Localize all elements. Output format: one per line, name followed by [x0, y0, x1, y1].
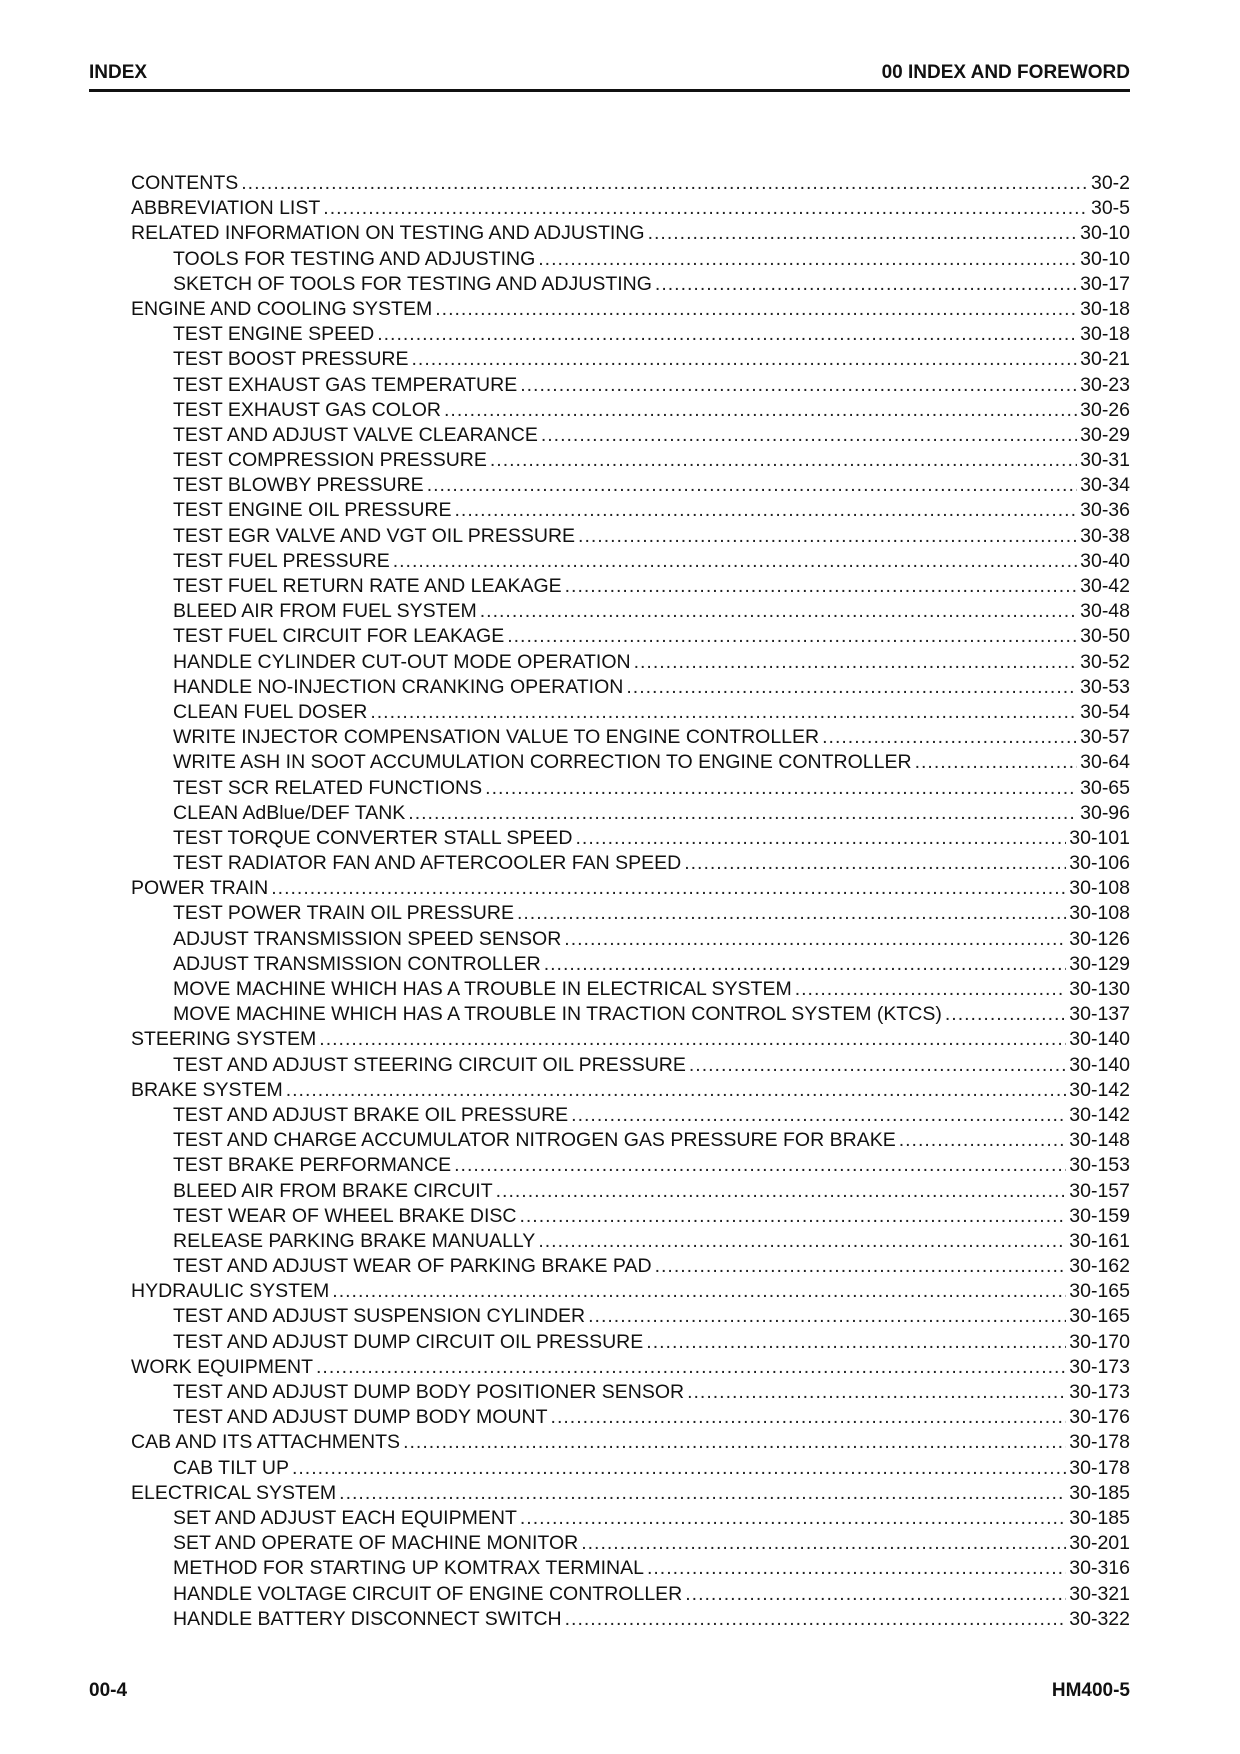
toc-entry[interactable] [131, 599, 1130, 624]
toc-entry-title: HANDLE VOLTAGE CIRCUIT OF ENGINE CONTROLLER [173, 1582, 683, 1605]
toc-entry-title: HANDLE BATTERY DISCONNECT SWITCH [173, 1607, 562, 1630]
toc-leader-dots [408, 801, 1077, 826]
toc-leader-dots [292, 1456, 1066, 1481]
toc-entry-page: 30-52 [1080, 650, 1130, 673]
toc-leader-dots [564, 927, 1066, 952]
toc-leader-dots [655, 1254, 1067, 1279]
toc-entry-title: TEST SCR RELATED FUNCTIONS [173, 776, 483, 799]
toc-leader-dots [685, 1582, 1066, 1607]
toc-entry-page: 30-162 [1069, 1255, 1130, 1278]
toc-entry[interactable] [131, 171, 1130, 196]
toc-leader-dots [588, 1304, 1066, 1329]
toc-entry-page: 30-201 [1069, 1532, 1130, 1555]
toc-entry[interactable] [131, 876, 1130, 901]
toc-entry[interactable] [131, 1582, 1130, 1607]
toc-leader-dots [271, 876, 1066, 901]
toc-entry[interactable] [131, 1053, 1130, 1078]
toc-entry[interactable] [131, 1153, 1130, 1178]
header-section: INDEX [89, 62, 148, 83]
toc-entry-page: 30-48 [1080, 600, 1130, 623]
toc-entry-page: 30-18 [1080, 297, 1130, 320]
toc-entry[interactable] [131, 247, 1130, 272]
toc-leader-dots [945, 1002, 1066, 1027]
toc-entry-page: 30-50 [1080, 625, 1130, 648]
toc-entry-title: TEST TORQUE CONVERTER STALL SPEED [173, 826, 573, 849]
toc-entry-page: 30-321 [1069, 1582, 1130, 1605]
toc-entry-title: CLEAN AdBlue/DEF TANK [173, 801, 406, 824]
toc-entry-page: 30-21 [1080, 348, 1130, 371]
toc-entry-page: 30-129 [1069, 952, 1130, 975]
toc-entry-title: HANDLE CYLINDER CUT-OUT MODE OPERATION [173, 650, 631, 673]
toc-entry-title: TEST BLOWBY PRESSURE [173, 474, 424, 497]
toc-entry[interactable] [131, 272, 1130, 297]
toc-entry[interactable] [131, 725, 1130, 750]
toc-entry-title: HYDRAULIC SYSTEM [131, 1280, 330, 1303]
toc-entry-title: TEST POWER TRAIN OIL PRESSURE [173, 902, 514, 925]
toc-leader-dots [370, 700, 1077, 725]
toc-entry[interactable] [131, 1380, 1130, 1405]
toc-entry-title: SET AND ADJUST EACH EQUIPMENT [173, 1506, 517, 1529]
toc-entry-title: METHOD FOR STARTING UP KOMTRAX TERMINAL [173, 1557, 644, 1580]
toc-entry-title: TOOLS FOR TESTING AND ADJUSTING [173, 247, 536, 270]
toc-leader-dots [403, 1430, 1066, 1455]
toc-entry-title: TEST EXHAUST GAS COLOR [173, 398, 442, 421]
toc-entry[interactable] [131, 549, 1130, 574]
toc-entry-page: 30-64 [1080, 751, 1130, 774]
toc-entry-title: TEST BOOST PRESSURE [173, 348, 409, 371]
toc-leader-dots [581, 1531, 1066, 1556]
toc-leader-dots [454, 498, 1077, 523]
toc-leader-dots [286, 1078, 1067, 1103]
toc-entry[interactable] [131, 1531, 1130, 1556]
toc-entry-page: 30-18 [1080, 323, 1130, 346]
toc-entry-page: 30-165 [1069, 1280, 1130, 1303]
toc-entry[interactable] [131, 1556, 1130, 1581]
toc-entry-page: 30-185 [1069, 1481, 1130, 1504]
toc-entry-page: 30-159 [1069, 1204, 1130, 1227]
toc-entry-title: TEST RADIATOR FAN AND AFTERCOOLER FAN SPEED [173, 852, 682, 875]
toc-leader-dots [427, 473, 1077, 498]
toc-entry[interactable] [131, 675, 1130, 700]
toc-entry-page: 30-322 [1069, 1607, 1130, 1630]
toc-entry[interactable] [131, 1027, 1130, 1052]
toc-entry-title: SKETCH OF TOOLS FOR TESTING AND ADJUSTING [173, 272, 652, 295]
toc-entry[interactable] [131, 750, 1130, 775]
toc-entry-page: 30-170 [1069, 1330, 1130, 1353]
toc-entry-page: 30-165 [1069, 1305, 1130, 1328]
toc-entry-title: BRAKE SYSTEM [131, 1078, 283, 1101]
toc-leader-dots [485, 776, 1077, 801]
toc-entry-page: 30-130 [1069, 978, 1130, 1000]
toc-leader-dots [655, 272, 1077, 297]
toc-entry-title: RELATED INFORMATION ON TESTING AND ADJUSTING [131, 222, 645, 245]
toc-entry[interactable] [131, 373, 1130, 398]
toc-entry[interactable] [131, 574, 1130, 599]
toc-entry-page: 30-142 [1069, 1078, 1130, 1101]
toc-entry-page: 30-53 [1080, 675, 1130, 698]
toc-entry-title: TEST AND ADJUST BRAKE OIL PRESSURE [173, 1103, 569, 1126]
toc-entry[interactable] [131, 901, 1130, 926]
toc-entry[interactable] [131, 1304, 1130, 1329]
toc-entry-page: 30-10 [1080, 222, 1130, 245]
toc-leader-dots [544, 952, 1067, 977]
toc-entry[interactable] [131, 1430, 1130, 1455]
toc-entry-page: 30-106 [1069, 852, 1130, 875]
toc-leader-dots [323, 196, 1088, 221]
toc-entry[interactable] [131, 473, 1130, 498]
toc-leader-dots [339, 1481, 1066, 1506]
toc-entry[interactable] [131, 1204, 1130, 1229]
toc-leader-dots [454, 1153, 1066, 1178]
toc-entry-title: ADJUST TRANSMISSION CONTROLLER [173, 952, 541, 975]
toc-leader-dots [520, 373, 1077, 398]
toc-entry[interactable] [131, 1103, 1130, 1128]
toc-entry-title: TEST AND ADJUST WEAR OF PARKING BRAKE PAD [173, 1255, 652, 1278]
toc-entry[interactable] [131, 498, 1130, 523]
page-header [89, 58, 1130, 84]
toc-leader-dots [646, 1330, 1066, 1355]
page-number: 00-4 [89, 1680, 128, 1701]
toc-leader-dots [915, 750, 1078, 775]
toc-entry-page: 30-108 [1069, 877, 1130, 900]
toc-entry[interactable] [131, 927, 1130, 952]
toc-leader-dots [480, 599, 1077, 624]
toc-entry-title: SET AND OPERATE OF MACHINE MONITOR [173, 1532, 579, 1555]
toc-entry-page: 30-40 [1080, 549, 1130, 572]
toc-entry[interactable] [131, 1405, 1130, 1430]
toc-entry-page: 30-140 [1069, 1053, 1130, 1076]
toc-entry-page: 30-54 [1080, 700, 1130, 723]
toc-leader-dots [647, 1556, 1066, 1581]
toc-entry[interactable] [131, 650, 1130, 675]
toc-entry-page: 30-65 [1080, 776, 1130, 799]
toc-entry-title: WORK EQUIPMENT [131, 1355, 314, 1378]
toc-entry[interactable] [131, 977, 1130, 1002]
toc-leader-dots [578, 524, 1077, 549]
toc-leader-dots [576, 826, 1067, 851]
toc-entry[interactable] [131, 1506, 1130, 1531]
toc-entry-title: ENGINE AND COOLING SYSTEM [131, 297, 433, 320]
toc-entry[interactable] [131, 423, 1130, 448]
toc-entry-title: ADJUST TRANSMISSION SPEED SENSOR [173, 927, 562, 950]
toc-entry[interactable] [131, 297, 1130, 322]
toc-entry[interactable] [131, 524, 1130, 549]
toc-entry[interactable] [131, 1456, 1130, 1481]
toc-entry[interactable] [131, 448, 1130, 473]
toc-leader-dots [687, 1380, 1066, 1405]
toc-entry-title: CLEAN FUEL DOSER [173, 700, 368, 723]
toc-leader-dots [393, 549, 1077, 574]
toc-entry-page: 30-38 [1080, 524, 1130, 547]
toc-entry[interactable] [131, 1254, 1130, 1279]
toc-leader-dots [538, 1229, 1066, 1254]
toc-entry-title: TEST AND ADJUST DUMP BODY MOUNT [173, 1406, 548, 1429]
toc-entry-title: TEST WEAR OF WHEEL BRAKE DISC [173, 1204, 517, 1227]
toc-entry[interactable] [131, 1279, 1130, 1304]
toc-entry-page: 30-176 [1069, 1406, 1130, 1429]
toc-entry-title: TEST EXHAUST GAS TEMPERATURE [173, 373, 518, 396]
toc-entry-page: 30-157 [1069, 1179, 1130, 1202]
toc-leader-dots [795, 977, 1067, 1002]
toc-entry-page: 30-148 [1069, 1129, 1130, 1152]
toc-leader-dots [332, 1279, 1066, 1304]
toc-leader-dots [634, 650, 1078, 675]
header-chapter: 00 INDEX AND FOREWORD [881, 62, 1130, 83]
toc-leader-dots [551, 1405, 1067, 1430]
toc-leader-dots [377, 322, 1077, 347]
toc-entry[interactable] [131, 624, 1130, 649]
toc-entry-page: 30-2 [1090, 172, 1130, 194]
toc-entry[interactable] [131, 851, 1130, 876]
toc-entry[interactable] [131, 1330, 1130, 1355]
toc-entry-title: TEST COMPRESSION PRESSURE [173, 449, 487, 472]
toc-entry-title: TEST BRAKE PERFORMANCE [173, 1154, 452, 1177]
toc-entry-page: 30-140 [1069, 1028, 1130, 1051]
toc-entry-title: MOVE MACHINE WHICH HAS A TROUBLE IN ELECTRICAL SYSTEM [173, 978, 792, 1000]
toc-entry-page: 30-36 [1080, 499, 1130, 522]
toc-leader-dots [565, 574, 1077, 599]
toc-entry-title: TEST AND ADJUST DUMP CIRCUIT OIL PRESSURE [173, 1330, 644, 1353]
toc-entry-title: TEST FUEL RETURN RATE AND LEAKAGE [173, 575, 562, 597]
page-footer [89, 1680, 1130, 1702]
toc-entry-page: 30-153 [1069, 1154, 1130, 1177]
toc-leader-dots [517, 901, 1066, 926]
header-rule [89, 89, 1130, 92]
toc-entry-page: 30-5 [1090, 197, 1130, 220]
toc-entry[interactable] [131, 776, 1130, 801]
toc-entry-title: TEST AND ADJUST VALVE CLEARANCE [173, 423, 538, 446]
toc-entry-title: MOVE MACHINE WHICH HAS A TROUBLE IN TRACTION CONTROL SYSTEM (KTCS) [173, 1003, 942, 1026]
toc-entry-page: 30-96 [1080, 801, 1130, 824]
toc-leader-dots [822, 725, 1077, 750]
toc-entry-title: TEST FUEL CIRCUIT FOR LEAKAGE [173, 625, 505, 648]
toc-entry[interactable] [131, 398, 1130, 423]
toc-entry[interactable] [131, 347, 1130, 372]
toc-entry[interactable] [131, 1179, 1130, 1204]
toc-leader-dots [444, 398, 1077, 423]
toc-entry-page: 30-42 [1080, 575, 1130, 597]
toc-entry-title: STEERING SYSTEM [131, 1028, 317, 1051]
toc-entry-page: 30-173 [1069, 1355, 1130, 1378]
toc-entry-title: WRITE ASH IN SOOT ACCUMULATION CORRECTION TO ENGINE CONTROLLER [173, 751, 912, 774]
toc-entry-page: 30-178 [1069, 1431, 1130, 1454]
toc-entry-title: TEST FUEL PRESSURE [173, 549, 390, 572]
toc-entry-page: 30-31 [1080, 449, 1130, 472]
toc-entry[interactable] [131, 1607, 1130, 1632]
toc-leader-dots [496, 1179, 1067, 1204]
toc-entry-title: CAB AND ITS ATTACHMENTS [131, 1431, 401, 1454]
toc-entry-page: 30-126 [1069, 927, 1130, 950]
toc-entry-page: 30-108 [1069, 902, 1130, 925]
toc-leader-dots [541, 423, 1077, 448]
toc-leader-dots [435, 297, 1077, 322]
table-of-contents [131, 171, 1130, 1632]
toc-entry-title: CONTENTS [131, 172, 239, 194]
toc-leader-dots [319, 1027, 1066, 1052]
toc-entry-page: 30-142 [1069, 1103, 1130, 1126]
toc-entry-page: 30-173 [1069, 1381, 1130, 1403]
toc-entry[interactable] [131, 952, 1130, 977]
toc-leader-dots [520, 1506, 1066, 1531]
toc-entry[interactable] [131, 322, 1130, 347]
toc-leader-dots [689, 1053, 1066, 1078]
toc-entry-page: 30-10 [1080, 247, 1130, 270]
toc-leader-dots [412, 347, 1078, 372]
toc-leader-dots [490, 448, 1077, 473]
toc-entry-title: TEST AND ADJUST STEERING CIRCUIT OIL PRESSURE [173, 1053, 686, 1076]
toc-leader-dots [519, 1204, 1066, 1229]
toc-entry-title: ELECTRICAL SYSTEM [131, 1481, 337, 1504]
toc-leader-dots [571, 1103, 1066, 1128]
toc-entry[interactable] [131, 196, 1130, 221]
toc-entry[interactable] [131, 1078, 1130, 1103]
toc-entry-title: TEST AND ADJUST DUMP BODY POSITIONER SENSOR [173, 1381, 685, 1403]
toc-entry-page: 30-101 [1069, 826, 1130, 849]
toc-entry-title: WRITE INJECTOR COMPENSATION VALUE TO ENGINE CONTROLLER [173, 726, 820, 749]
toc-entry-title: HANDLE NO-INJECTION CRANKING OPERATION [173, 675, 624, 698]
toc-entry-title: TEST ENGINE OIL PRESSURE [173, 499, 452, 522]
toc-entry[interactable] [131, 221, 1130, 246]
toc-entry-title: TEST AND CHARGE ACCUMULATOR NITROGEN GAS PRESSURE FOR BRAKE [173, 1129, 896, 1152]
toc-leader-dots [316, 1355, 1066, 1380]
toc-entry[interactable] [131, 1355, 1130, 1380]
toc-leader-dots [507, 624, 1077, 649]
toc-entry-title: ABBREVIATION LIST [131, 197, 321, 220]
toc-entry-page: 30-161 [1069, 1229, 1130, 1252]
toc-entry-page: 30-316 [1069, 1557, 1130, 1580]
toc-entry-title: TEST AND ADJUST SUSPENSION CYLINDER [173, 1305, 586, 1328]
toc-leader-dots [241, 171, 1088, 196]
toc-entry-page: 30-29 [1080, 423, 1130, 446]
toc-entry-page: 30-26 [1080, 398, 1130, 421]
toc-entry-page: 30-137 [1069, 1003, 1130, 1026]
toc-leader-dots [899, 1128, 1067, 1153]
toc-entry-page: 30-34 [1080, 474, 1130, 497]
toc-leader-dots [648, 221, 1078, 246]
toc-entry-title: TEST ENGINE SPEED [173, 323, 375, 346]
toc-entry[interactable] [131, 700, 1130, 725]
toc-entry-title: CAB TILT UP [173, 1456, 289, 1479]
toc-entry-title: BLEED AIR FROM FUEL SYSTEM [173, 600, 477, 623]
toc-entry-page: 30-57 [1080, 726, 1130, 749]
toc-entry[interactable] [131, 1002, 1130, 1027]
toc-leader-dots [565, 1607, 1067, 1632]
toc-entry[interactable] [131, 801, 1130, 826]
toc-leader-dots [538, 247, 1077, 272]
model-number: HM400-5 [1051, 1680, 1130, 1701]
toc-leader-dots [626, 675, 1077, 700]
toc-entry[interactable] [131, 1128, 1130, 1153]
toc-entry-title: RELEASE PARKING BRAKE MANUALLY [173, 1229, 536, 1252]
toc-entry-title: TEST EGR VALVE AND VGT OIL PRESSURE [173, 524, 576, 547]
toc-entry[interactable] [131, 1481, 1130, 1506]
toc-entry[interactable] [131, 826, 1130, 851]
toc-entry-page: 30-23 [1080, 373, 1130, 396]
toc-entry-title: BLEED AIR FROM BRAKE CIRCUIT [173, 1179, 493, 1202]
toc-entry-page: 30-17 [1080, 272, 1130, 295]
toc-leader-dots [684, 851, 1066, 876]
toc-entry-page: 30-185 [1069, 1506, 1130, 1529]
toc-entry[interactable] [131, 1229, 1130, 1254]
toc-entry-title: POWER TRAIN [131, 877, 269, 900]
toc-entry-page: 30-178 [1069, 1456, 1130, 1479]
